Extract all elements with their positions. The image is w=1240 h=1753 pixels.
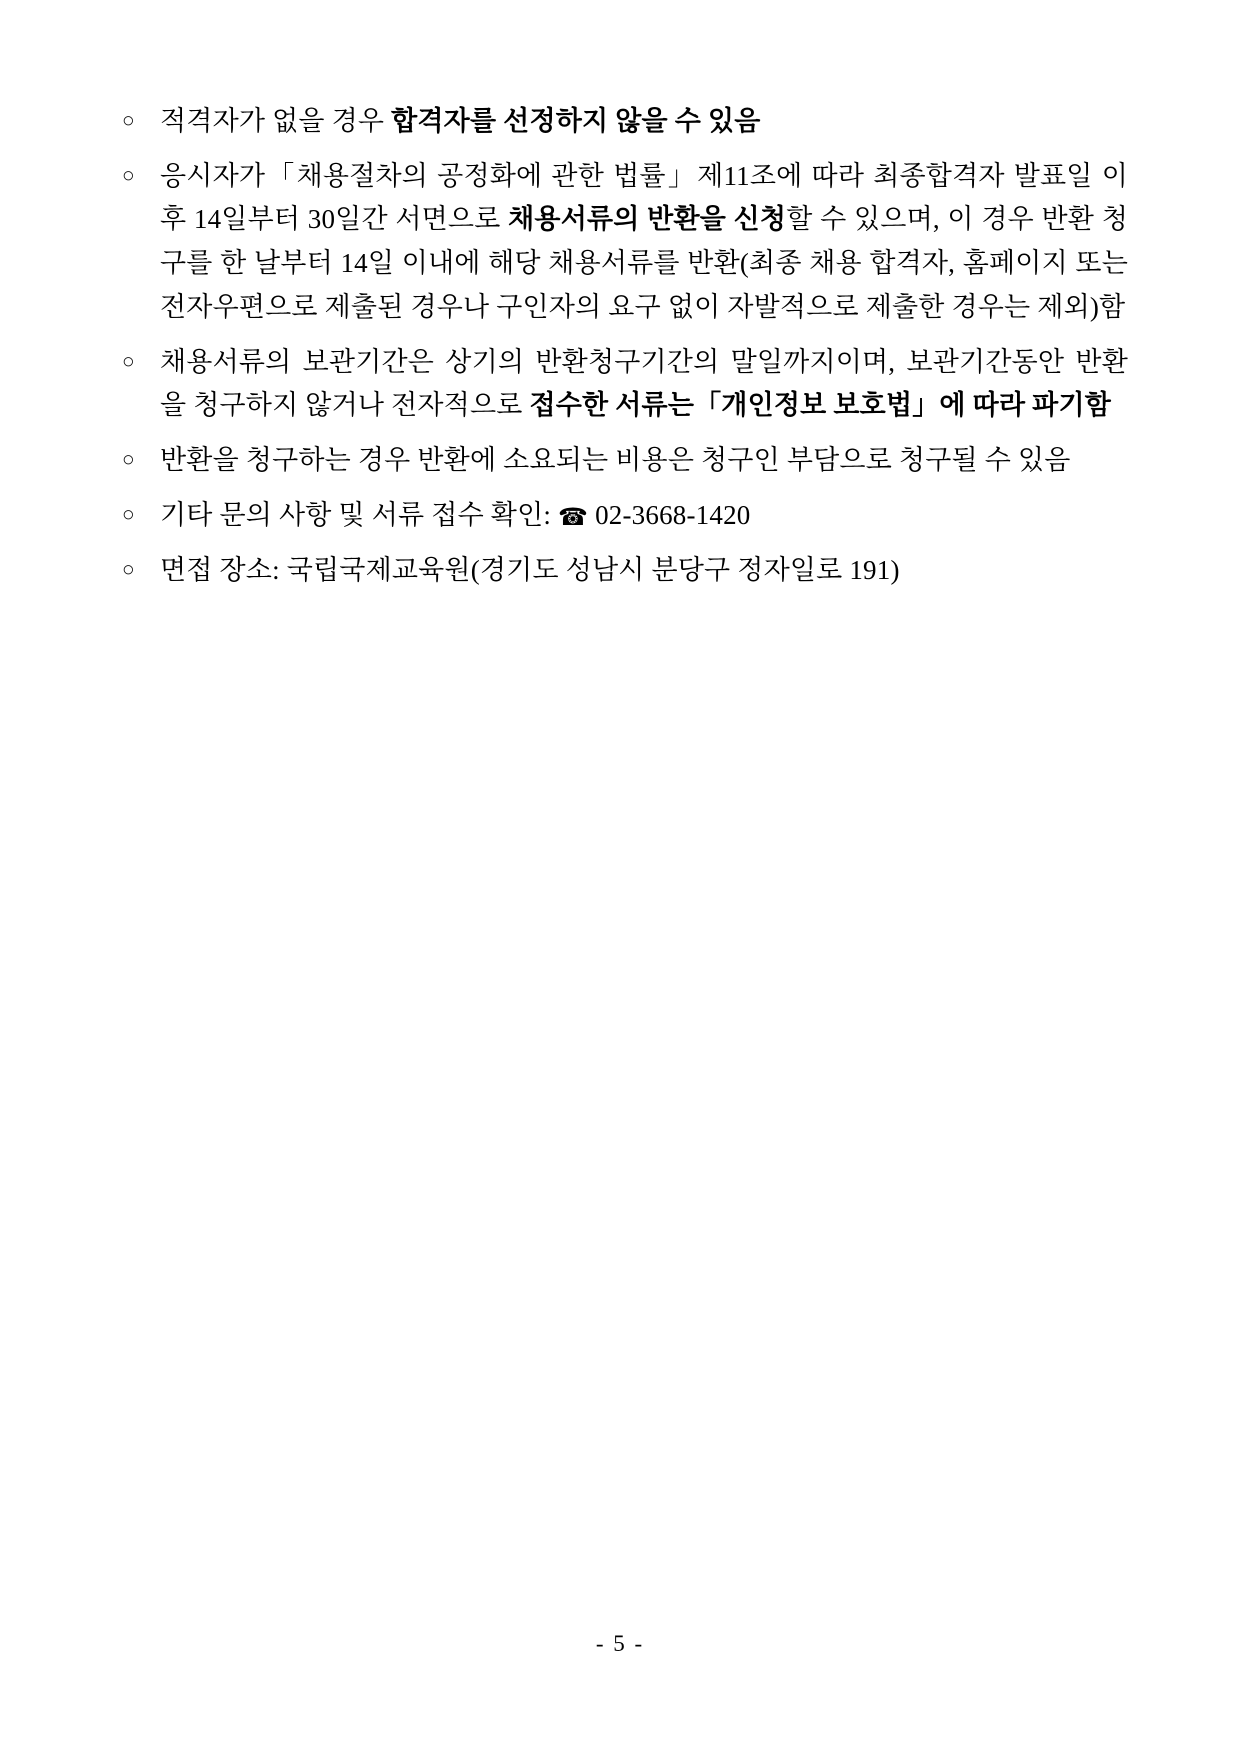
- text-segment: 응시자가「채용절차의 공정화에 관한 법률」제11조에 따라 최종합격자 발표일 이후 14일부터 30일간 서면으로: [160, 160, 1128, 235]
- telephone-icon: ☎: [558, 504, 589, 531]
- text-segment: 할 수 있으며, 이 경우 반환 청구를 한 날부터 14일 이내에 해당 채용서류를 반환(최종 채용 합격자, 홈페이지 또는 전자우편으로 제출된 경우나 구인자의 요구 없이 자발적으로 제출한 경우는 제외)함: [160, 204, 1128, 322]
- bullet-marker-icon: ○: [122, 348, 135, 373]
- notice-item-document-retention-period: [118, 341, 1128, 428]
- text-segment: 면접 장소: 국립국제교육원(경기도 성남시 분당구 정자일로 191): [160, 554, 900, 585]
- page-number: - 5 -: [595, 1631, 645, 1656]
- bullet-marker-icon: ○: [122, 501, 135, 526]
- text-segment: 채용서류의 보관기간은 상기의 반환청구기간의 말일까지이며, 보관기간동안 반환을 청구하지 않거나 전자적으로: [160, 346, 1128, 421]
- text-segment: 적격자가 없을 경우: [160, 106, 392, 136]
- notice-item-text: [160, 555, 900, 585]
- text-segment: 02-3668-1420: [588, 499, 751, 530]
- notice-item-text: [160, 106, 761, 136]
- bullet-marker-icon: ○: [122, 556, 135, 581]
- text-segment: 반환을 청구하는 경우 반환에 소요되는 비용은 청구인 부담으로 청구될 수 있음: [160, 445, 1071, 476]
- notice-item-interview-location: [118, 549, 1128, 593]
- notice-item-no-qualified-candidate: [118, 100, 1128, 144]
- text-segment: 합격자를 선정하지 않을 수 있음: [391, 106, 761, 136]
- notice-item-text: [160, 445, 1071, 475]
- bullet-marker-icon: ○: [122, 108, 135, 132]
- bullet-marker-icon: ○: [122, 162, 135, 187]
- notice-item-text: [160, 161, 1128, 322]
- text-segment: 기타 문의 사항 및 서류 접수 확인:: [160, 499, 559, 530]
- notice-bullet-list: [118, 100, 1128, 592]
- notice-item-return-cost: [118, 439, 1128, 483]
- notice-item-contact: [118, 494, 1128, 538]
- notice-list-container: [118, 100, 1128, 603]
- notice-item-text: [160, 500, 750, 530]
- notice-item-document-return-request: [118, 155, 1128, 330]
- notice-item-text: [160, 347, 1128, 421]
- text-segment: 접수한 서류는「개인정보 보호법」에 따라 파기함: [529, 390, 1112, 421]
- text-segment: 채용서류의 반환을 신청: [508, 204, 787, 235]
- bullet-marker-icon: ○: [122, 447, 135, 472]
